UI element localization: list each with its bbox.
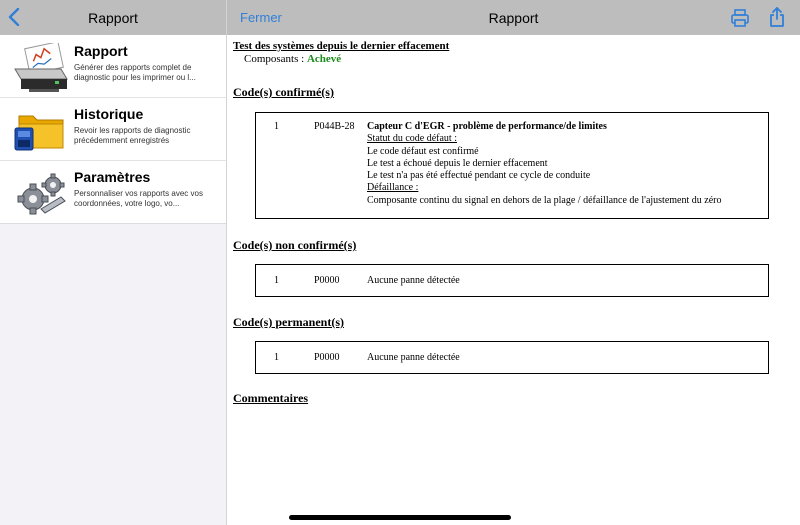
code-number: 1 [274,352,279,363]
code-number: 1 [274,275,279,286]
components-label: Composants : [244,53,305,65]
tests-heading: Test des systèmes depuis le dernier effacement [233,40,450,52]
failure-label: Défaillance : [367,182,419,194]
sidebar-list [0,35,226,224]
components-line [244,53,793,65]
status-line: Le code défaut est confirmé [367,145,479,157]
sidebar-nav-bar [0,0,226,35]
sidebar-item-historique[interactable] [0,98,226,161]
permanent-heading: Code(s) permanent(s) [233,315,344,329]
share-icon[interactable] [768,6,786,28]
sidebar-item-title: Paramètres [74,169,151,185]
status-label: Statut du code défaut : [367,133,457,145]
main-nav-bar [227,0,800,35]
code-desc: Aucune panne détectée [367,275,460,286]
printer-icon[interactable] [730,8,750,28]
folder-history-icon [11,106,69,156]
sidebar-item-parametres[interactable] [0,161,226,224]
page-title: Rapport [488,9,539,26]
sidebar-item-desc: Générer des rapports complet de diagnostic pour les imprimer ou l... [74,63,196,82]
sidebar-item-rapport[interactable] [0,35,226,98]
sidebar-item-title: Rapport [74,43,128,59]
confirmed-heading: Code(s) confirmé(s) [233,85,334,99]
code-details [367,121,721,207]
home-indicator[interactable] [289,515,511,520]
pending-heading: Code(s) non confirmé(s) [233,238,357,252]
failure-text: Composante continu du signal en dehors de la plage / défaillance de l'ajustement du zéro [367,194,722,206]
status-line: Le test n'a pas été effectué pendant ce cycle de conduite [367,170,591,182]
report-content [233,40,793,405]
gears-settings-icon [11,169,69,219]
chevron-left-icon [8,8,20,26]
permanent-codes-box [255,341,769,374]
code-id: P0000 [314,352,340,363]
code-desc: Aucune panne détectée [367,352,460,363]
main-panel [227,0,800,525]
status-line: Le test a échoué depuis le dernier effacement [367,157,548,169]
sidebar-title: Rapport [88,9,138,26]
sidebar-item-title: Historique [74,106,144,122]
comments-heading: Commentaires [233,391,309,405]
code-number: 1 [274,121,279,132]
components-status: Achevé [306,53,342,65]
code-title: Capteur C d'EGR - problème de performance/de limites [367,121,607,132]
sidebar-item-desc: Personnaliser vos rapports avec vos coordonnées, votre logo, vo... [74,189,203,208]
sidebar [0,0,227,525]
close-button[interactable]: Fermer [240,10,282,25]
printer-report-icon [11,43,69,93]
pending-codes-box [255,264,769,297]
code-id: P044B-28 [314,121,355,132]
back-button[interactable] [4,7,24,27]
confirmed-codes-box [255,112,769,219]
code-id: P0000 [314,275,340,286]
sidebar-item-desc: Revoir les rapports de diagnostic précédemment enregistrés [74,126,191,145]
